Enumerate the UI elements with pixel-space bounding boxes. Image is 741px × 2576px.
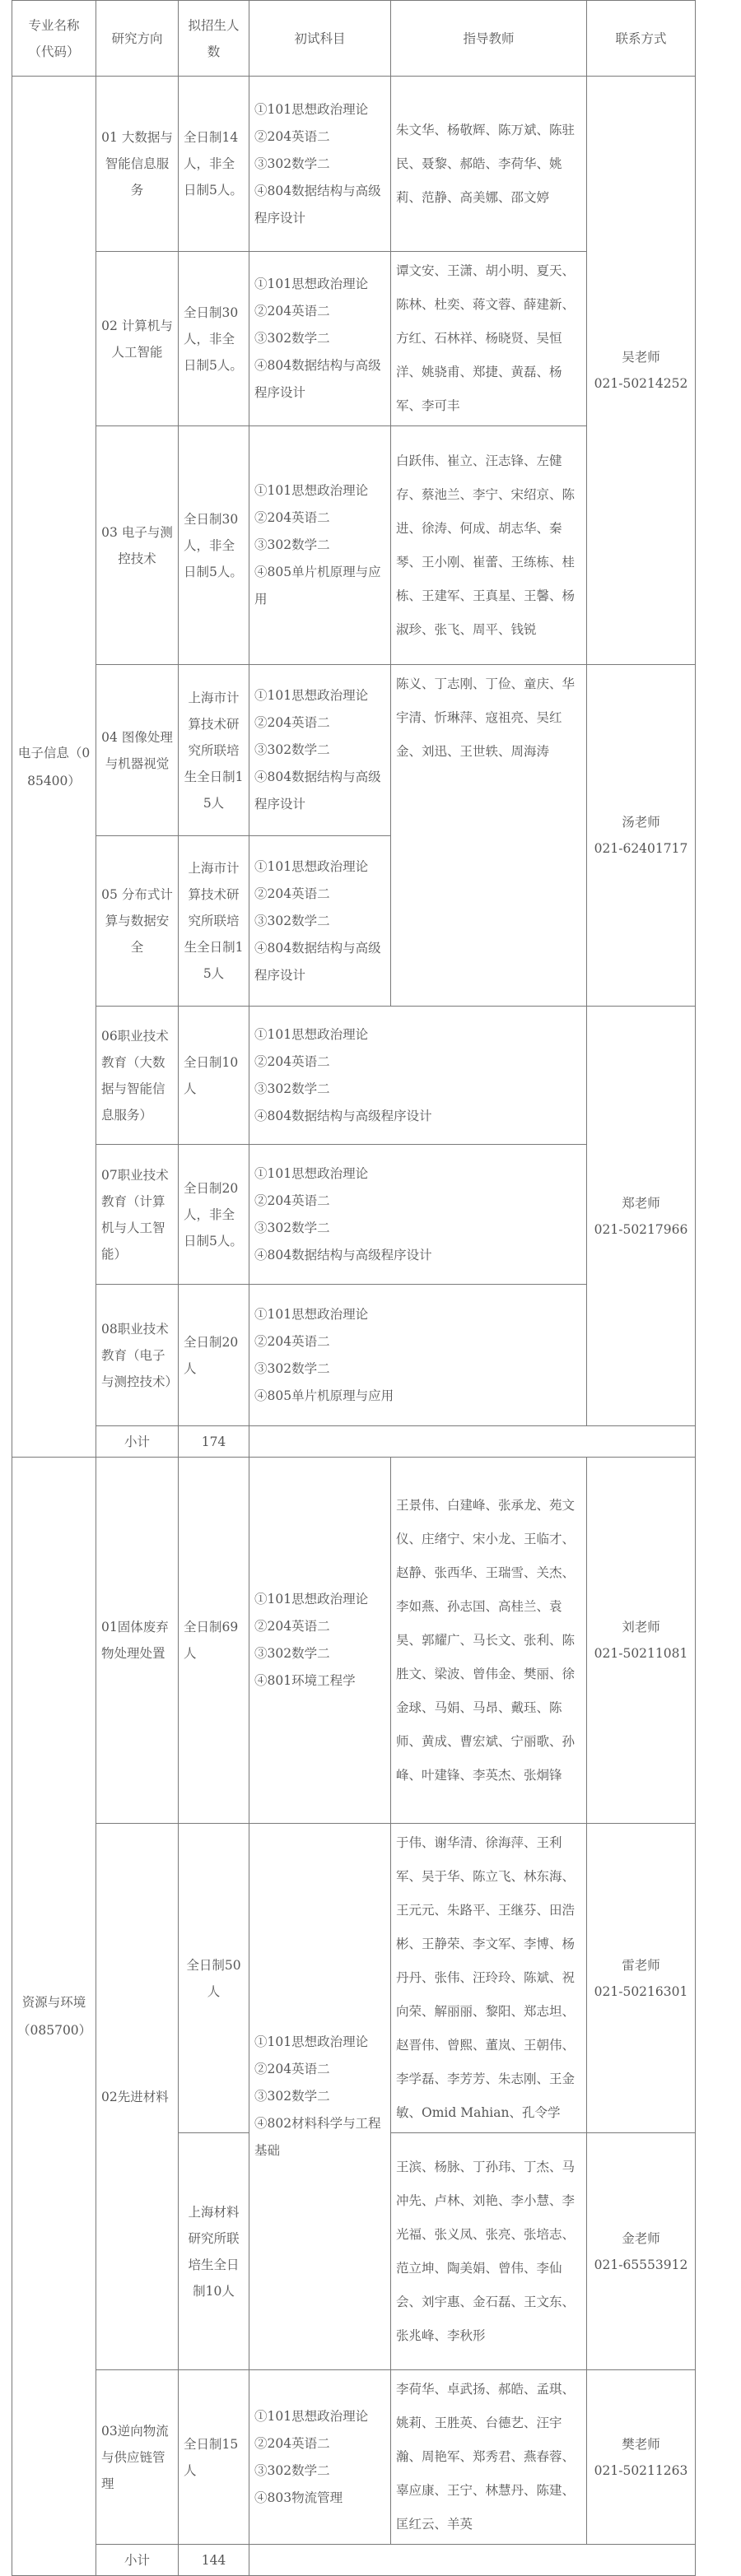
table-row — [12, 1007, 696, 1145]
subjects — [249, 1145, 587, 1285]
subject-item: ②204英语二 — [254, 1333, 330, 1349]
subtotal-row — [12, 2545, 696, 2576]
contact-name: 樊老师 — [622, 2436, 660, 2452]
contact-cell — [587, 2133, 696, 2370]
subject-item: ④805单片机原理与应用 — [254, 1388, 394, 1403]
subtotal-label: 小计 — [96, 1426, 179, 1458]
subject-item: ②204英语二 — [254, 1193, 330, 1208]
subject-item: ①101思想政治理论 — [254, 858, 369, 874]
quota: 全日制20人，非全日制5人。 — [179, 1145, 249, 1285]
subjects — [249, 426, 391, 665]
header-teachers: 指导教师 — [391, 1, 587, 77]
subtotal-label: 小计 — [96, 2545, 179, 2576]
subject-item: ③302数学二 — [254, 1220, 330, 1235]
direction-name: 04 图像处理与机器视觉 — [96, 665, 179, 836]
contact-cell — [587, 2370, 696, 2545]
subjects — [249, 1458, 391, 1824]
subject-item: ③302数学二 — [254, 1646, 330, 1661]
contact-phone: 021-50216301 — [594, 1983, 688, 1999]
subjects — [249, 1007, 587, 1145]
subjects — [249, 2370, 391, 2545]
table-row — [12, 77, 696, 252]
table-row — [12, 1824, 696, 2133]
header-direction: 研究方向 — [96, 1, 179, 77]
direction-name: 07职业技术教育（计算机与人工智能） — [96, 1145, 179, 1285]
teachers: 李荷华、卓武扬、郝皓、孟琪、姚莉、王胜英、台德艺、汪宇瀚、周艳军、郑秀君、燕春蓉、辜应康、王宁、林慧丹、陈建、匡红云、羊英 — [391, 2370, 587, 2545]
subject-item: ③302数学二 — [254, 537, 330, 552]
subject-item: ③302数学二 — [254, 2089, 330, 2104]
quota: 上海市计算技术研究所联培生全日制15人 — [179, 836, 249, 1007]
subject-item: ①101思想政治理论 — [254, 2034, 369, 2049]
header-major: 专业名称（代码） — [12, 1, 96, 77]
contact-cell — [587, 665, 696, 1007]
subject-item: ①101思想政治理论 — [254, 1165, 369, 1181]
major-name: 资源与环境（085700） — [12, 1458, 96, 2576]
subject-item: ①101思想政治理论 — [254, 483, 369, 498]
subject-item: ①101思想政治理论 — [254, 1026, 369, 1042]
quota: 全日制30人，非全日制5人。 — [179, 426, 249, 665]
subject-item: ③302数学二 — [254, 742, 330, 757]
subject-item: ④802材料科学与工程基础 — [254, 2116, 381, 2158]
subject-item: ④803物流管理 — [254, 2490, 343, 2505]
subject-item: ④804数据结构与高级程序设计 — [254, 1247, 432, 1262]
contact-phone: 021-50211263 — [594, 2462, 688, 2478]
contact-name: 汤老师 — [622, 815, 660, 830]
table-row — [12, 2370, 696, 2545]
contact-name: 金老师 — [622, 2230, 660, 2246]
subject-item: ③302数学二 — [254, 2462, 330, 2478]
quota: 全日制50人 — [179, 1824, 249, 2133]
subject-item: ②204英语二 — [254, 2435, 330, 2451]
subject-item: ③302数学二 — [254, 1360, 330, 1376]
teachers: 于伟、谢华清、徐海萍、王利军、吴于华、陈立飞、林东海、王元元、朱路平、王继芬、田浩彬、王静荣、李文军、李博、杨丹丹、张伟、汪玲玲、陈斌、祝向荣、解丽丽、黎阳、郑志坦、赵晋伟、曾熙、董岚、王朝伟、李学磊、李芳芳、朱志刚、王金敏、Omid Mahian、孔令学 — [391, 1824, 587, 2133]
contact-phone: 021-50214252 — [594, 376, 688, 391]
contact-cell — [587, 1458, 696, 1824]
subject-item: ②204英语二 — [254, 715, 330, 730]
table-row — [12, 1458, 696, 1824]
subject-item: ①101思想政治理论 — [254, 1306, 369, 1322]
contact-phone: 021-50211081 — [594, 1646, 688, 1661]
subject-item: ④804数据结构与高级程序设计 — [254, 183, 381, 226]
subjects — [249, 252, 391, 426]
teachers: 朱文华、杨敬辉、陈万斌、陈驻民、聂黎、郝皓、李荷华、姚莉、范静、高美娜、邵文婷 — [391, 77, 587, 252]
subjects — [249, 836, 391, 1007]
subject-item: ②204英语二 — [254, 886, 330, 901]
subtotal-row — [12, 1426, 696, 1458]
contact-name: 雷老师 — [622, 1957, 660, 1973]
header-quota: 拟招生人数 — [179, 1, 249, 77]
subject-item: ④804数据结构与高级程序设计 — [254, 358, 381, 400]
direction-name: 08职业技术教育（电子与测控技术） — [96, 1285, 179, 1426]
subject-item: ③302数学二 — [254, 1081, 330, 1096]
contact-name: 吴老师 — [622, 350, 660, 365]
subject-item: ③302数学二 — [254, 331, 330, 346]
subject-item: ④804数据结构与高级程序设计 — [254, 770, 381, 811]
quota: 全日制15人 — [179, 2370, 249, 2545]
subject-item: ①101思想政治理论 — [254, 1592, 369, 1607]
subjects — [249, 1824, 391, 2370]
direction-name: 01固体废弃物处理处置 — [96, 1458, 179, 1824]
admissions-table — [12, 0, 696, 2576]
subjects — [249, 1285, 587, 1426]
quota: 全日制14人，非全日制5人。 — [179, 77, 249, 252]
subjects — [249, 665, 391, 836]
major-name: 电子信息（085400） — [12, 77, 96, 1458]
subtotal-empty — [249, 2545, 696, 2576]
subject-item: ③302数学二 — [254, 913, 330, 928]
direction-name: 05 分布式计算与数据安全 — [96, 836, 179, 1007]
direction-name: 01 大数据与智能信息服务 — [96, 77, 179, 252]
subtotal-value: 144 — [179, 2545, 249, 2576]
header-contact: 联系方式 — [587, 1, 696, 77]
contact-phone: 021-50217966 — [594, 1221, 688, 1237]
teachers: 王景伟、白建峰、张承龙、苑文仪、庄绪宁、宋小龙、王临才、赵静、张西华、王瑞雪、关杰、李如燕、孙志国、高桂兰、袁昊、郭耀广、马长文、张利、陈胜文、梁波、曾伟金、樊丽、徐金球、马娟、马昂、戴珏、陈师、黄成、曹宏斌、宁丽歌、孙峰、叶建锋、李英杰、张炯锋 — [391, 1458, 587, 1824]
subject-item: ①101思想政治理论 — [254, 101, 369, 117]
contact-cell — [587, 1007, 696, 1426]
subject-item: ④805单片机原理与应用 — [254, 565, 381, 607]
subject-item: ④801环境工程学 — [254, 1673, 356, 1688]
subject-item: ②204英语二 — [254, 1619, 330, 1634]
subject-item: ①101思想政治理论 — [254, 277, 369, 291]
contact-cell — [587, 77, 696, 665]
quota: 上海材料研究所联培生全日制10人 — [179, 2133, 249, 2370]
contact-name: 郑老师 — [622, 1195, 660, 1211]
quota: 全日制30人，非全日制5人。 — [179, 252, 249, 426]
quota: 全日制69人 — [179, 1458, 249, 1824]
teachers: 王滨、杨脉、丁孙玮、丁杰、马冲先、卢林、刘艳、李小慧、李光福、张义凤、张亮、张培志、范立坤、陶美娟、曾伟、李仙会、刘宇惠、金石磊、王文东、张兆峰、李秋形 — [391, 2133, 587, 2370]
direction-name: 02 计算机与人工智能 — [96, 252, 179, 426]
header-row — [12, 1, 696, 77]
quota: 全日制10人 — [179, 1007, 249, 1145]
subject-item: ③302数学二 — [254, 156, 330, 171]
subject-item: ②204英语二 — [254, 2062, 330, 2076]
subject-item: ②204英语二 — [254, 304, 330, 319]
header-subjects: 初试科目 — [249, 1, 391, 77]
subject-item: ②204英语二 — [254, 1053, 330, 1069]
direction-name: 06职业技术教育（大数据与智能信息服务） — [96, 1007, 179, 1145]
teachers: 白跃伟、崔立、汪志锋、左健存、蔡池兰、李宁、宋绍京、陈进、徐涛、何成、胡志华、秦琴、王小刚、崔蕾、王练栋、桂栋、王建军、王真星、王馨、杨淑珍、张飞、周平、钱锐 — [391, 426, 587, 665]
contact-phone: 021-65553912 — [594, 2257, 688, 2272]
contact-cell — [587, 1824, 696, 2133]
subtotal-empty — [249, 1426, 696, 1458]
subtotal-value: 174 — [179, 1426, 249, 1458]
teachers: 谭文安、王潇、胡小明、夏天、陈林、杜奕、蒋文蓉、薛建新、方红、石林祥、杨晓贤、吴恒洋、姚骁甫、郑捷、黄磊、杨军、李可丰 — [391, 252, 587, 426]
direction-name: 03 电子与测控技术 — [96, 426, 179, 665]
contact-phone: 021-62401717 — [594, 841, 688, 856]
subject-item: ①101思想政治理论 — [254, 2408, 369, 2424]
quota: 上海市计算技术研究所联培生全日制15人 — [179, 665, 249, 836]
subject-item: ②204英语二 — [254, 128, 330, 144]
subject-item: ④804数据结构与高级程序设计 — [254, 940, 381, 983]
direction-name: 02先进材料 — [96, 1824, 179, 2370]
teachers: 陈义、丁志刚、丁俭、童庆、华宇清、忻琳萍、寇祖亮、吴红金、刘迅、王世轶、周海涛 — [391, 665, 587, 1007]
direction-name: 03逆向物流与供应链管理 — [96, 2370, 179, 2545]
subject-item: ①101思想政治理论 — [254, 688, 369, 703]
contact-name: 刘老师 — [622, 1620, 660, 1634]
subject-item: ②204英语二 — [254, 510, 330, 525]
subject-item: ④804数据结构与高级程序设计 — [254, 1108, 432, 1123]
quota: 全日制20人 — [179, 1285, 249, 1426]
subjects — [249, 77, 391, 252]
table-row — [12, 665, 696, 836]
